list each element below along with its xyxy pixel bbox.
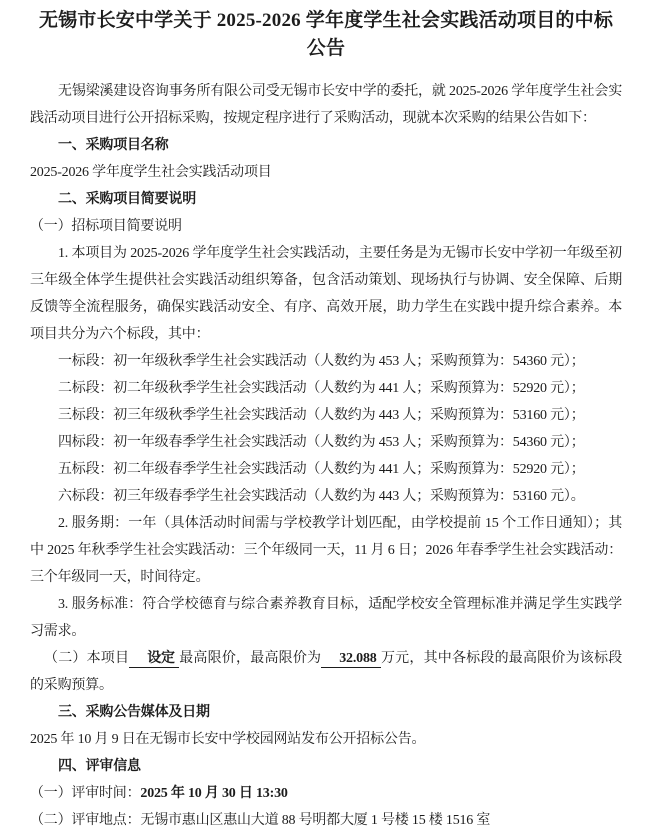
max-price-paragraph: [30, 645, 622, 699]
service-period-paragraph: 2. 服务期：一年（具体活动时间需与学校教学计划匹配，由学校提前 15 个工作日通知）；其中 2025 年秋季学生社会实践活动：三个年级同一天，11 月 6 日；2026 年春季学生社会实践活动：三个年级同一天，时间待定。: [30, 516, 622, 585]
announcement-date-line: 2025 年 10 月 9 日在无锡市长安中学校园网站发布公开招标公告。: [30, 732, 426, 747]
max-price-prefix: （二）本项目: [44, 651, 130, 666]
lot-line-6: 六标段：初三年级春季学生社会实践活动（人数约为 443 人；采购预算为：53160 元）。: [58, 489, 585, 504]
lot-line-4: 四标段：初一年级春季学生社会实践活动（人数约为 453 人；采购预算为：54360 元）；: [58, 435, 585, 450]
lot-line-2: 二标段：初二年级秋季学生社会实践活动（人数约为 441 人；采购预算为：52920 元）；: [58, 381, 585, 396]
project-description-paragraph: 1. 本项目为 2025-2026 学年度学生社会实践活动，主要任务是为无锡市长安中学初一年级至初三年级全体学生提供社会实践活动组织筹备，包含活动策划、现场执行与协调、安全保障、后期反馈等全流程服务，确保实践活动安全、有序、高效开展，助力学生在实践中提升综合素养。本项目共分为六个标段，其中：: [30, 246, 622, 342]
review-location-line: [30, 807, 622, 831]
section3-heading: 三、采购公告媒体及日期: [58, 705, 210, 720]
section2-heading: 二、采购项目简要说明: [58, 192, 196, 207]
review-location-label: （二）评审地点：: [30, 813, 141, 828]
section4-heading: 四、评审信息: [58, 759, 141, 774]
project-name-line: 2025-2026 学年度学生社会实践活动项目: [30, 165, 272, 180]
review-time-label: （一）评审时间：: [30, 786, 141, 801]
set-word-underlined: 设定: [129, 650, 179, 668]
intro-paragraph: 无锡梁溪建设咨询事务所有限公司受无锡市长安中学的委托，就 2025-2026 学年度学生社会实践活动项目进行公开招标采购，按规定程序进行了采购活动，现就本次采购的结果公告如下：: [30, 84, 622, 126]
max-price-middle: 最高限价，最高限价为: [178, 651, 322, 666]
max-price-suffix: 万元，其中各标段的最高限价为该标段的采购预算。: [30, 651, 622, 693]
page-title: 无锡市长安中学关于 2025-2026 学年度学生社会实践活动项目的中标公告: [38, 10, 614, 59]
lot-line-3: 三标段：初三年级秋季学生社会实践活动（人数约为 443 人；采购预算为：53160 元）；: [58, 408, 585, 423]
price-value-underlined: 32.088: [321, 650, 380, 668]
lot-line-1: 一标段：初一年级秋季学生社会实践活动（人数约为 453 人；采购预算为：54360 元）；: [58, 354, 585, 369]
bid-brief-subheading: （一）招标项目简要说明: [30, 219, 182, 234]
service-standard-paragraph: 3. 服务标准：符合学校德育与综合素养教育目标，适配学校安全管理标准并满足学生实践学习需求。: [30, 597, 622, 639]
review-time-line: [30, 780, 622, 807]
section1-heading: 一、采购项目名称: [58, 138, 169, 153]
review-location-value: 无锡市惠山区惠山大道 88 号明都大厦 1 号楼 15 楼 1516 室: [140, 813, 491, 828]
review-time-value: 2025 年 10 月 30 日 13:30: [140, 786, 288, 801]
lot-line-5: 五标段：初二年级春季学生社会实践活动（人数约为 441 人；采购预算为：52920 元）；: [58, 462, 585, 477]
